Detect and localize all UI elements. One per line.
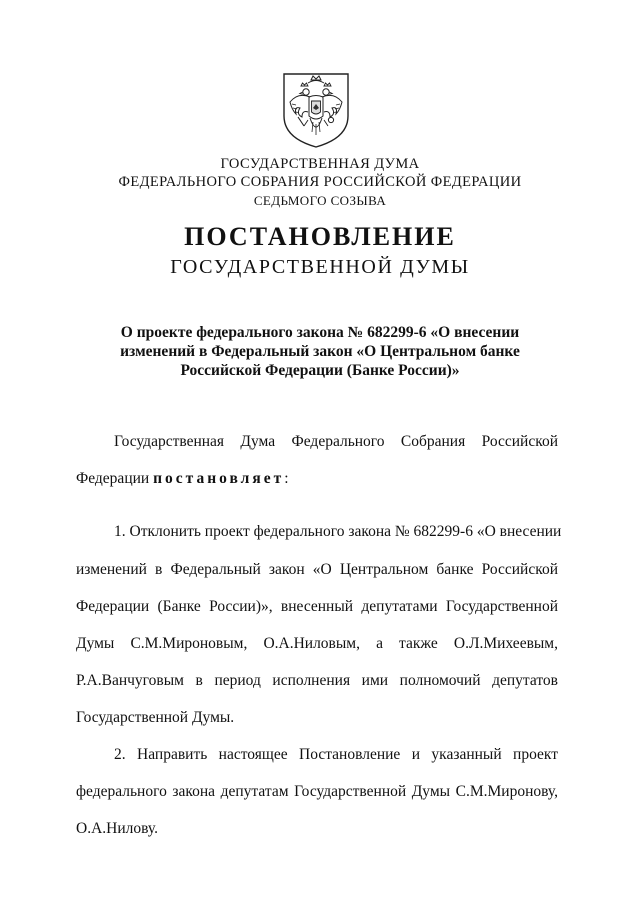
about-line-2: изменений в Федеральный закон «О Центральном банке [120, 343, 520, 360]
point2-line-2: федерального закона депутатам Государственной Думы С.М.Миронову, [76, 783, 558, 800]
point2-line-1: 2. Направить настоящее Постановление и указанный проект [114, 746, 558, 763]
point1-line-4: Думы С.М.Мироновым, О.А.Ниловым, а также О.Л.Михеевым, [76, 635, 558, 652]
coat-of-arms-icon [280, 70, 352, 150]
preamble-prefix: Федерации [76, 470, 150, 487]
document-title: ПОСТАНОВЛЕНИЕ [184, 222, 456, 251]
header-line-assembly: ФЕДЕРАЛЬНОГО СОБРАНИЯ РОССИЙСКОЙ ФЕДЕРАЦИИ [118, 174, 522, 190]
point1-line-2: изменений в Федеральный закон «О Центральном банке Российской [76, 561, 558, 578]
preamble-line-2 [76, 469, 558, 489]
preamble-suffix: : [284, 470, 289, 487]
about-line-1: О проекте федерального закона № 682299-6 «О внесении [120, 324, 520, 341]
header-line-convocation: СЕДЬМОГО СОЗЫВА [253, 193, 387, 208]
document-subtitle: ГОСУДАРСТВЕННОЙ ДУМЫ [170, 256, 470, 278]
preamble-line-1: Государственная Дума Федерального Собрания Российской [114, 433, 558, 450]
point1-line-5: Р.А.Ванчуговым в период исполнения ими полномочий депутатов [76, 672, 558, 689]
header-line-duma: ГОСУДАРСТВЕННАЯ ДУМА [220, 156, 420, 172]
point1-line-6: Государственной Думы. [76, 709, 235, 726]
about-line-3: Российской Федерации (Банке России)» [180, 362, 460, 379]
point1-line-1: 1. Отклонить проект федерального закона № 682299-6 «О внесении [114, 523, 562, 540]
point1-line-3: Федерации (Банке России)», внесенный депутатами Государственной [76, 598, 558, 615]
point2-line-3: О.А.Нилову. [76, 820, 158, 837]
preamble-verb: постановляет [153, 470, 285, 487]
